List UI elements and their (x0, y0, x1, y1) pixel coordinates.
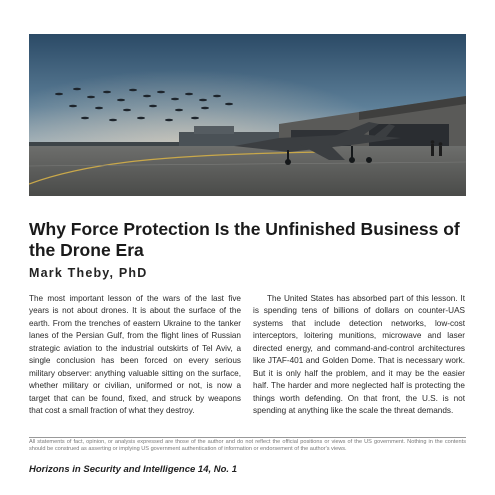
body-column-right: The United States has absorbed part of this lesson. It is spending tens of billions of dollars on counter-UAS systems that include detection networks, low-cost interceptors, loitering munitions, microwave and laser directed energy, and command-and-control architectures like JTAF-401 and Golden Dome. That is necessary work. But it is only half the problem, and it may be the easier half. The harder and more neglected half is protecting the things worth defending. On that front, the U.S. is not spending at anything like the scale the threat demands. (253, 294, 465, 416)
hero-illustration (29, 34, 466, 196)
journal-citation: Horizons in Security and Intelligence 14, No. 1 (29, 464, 237, 475)
article-title: Why Force Protection Is the Unfinished Business of the Drone Era (29, 219, 460, 260)
body-column-left: The most important lesson of the wars of the last five years is not about drones. It is about the surface of the earth. From the trenches of eastern Ukraine to the tanker lanes of the Persian Gulf, from the flight lines of Russian strategic aviation to the industrial outskirts of Tel Aviv, a single conclusion has been forced on every serious military observer: anything valuable sitting on the surface, whether military or civilian, uniformed or not, is now a target that can be found, fixed, and struck by weapons that cost a small fraction of what they destroy. (29, 294, 241, 416)
hero-image (29, 34, 466, 196)
author-byline: Mark Theby, PhD (29, 266, 148, 280)
disclaimer-text: All statements of fact, opinion, or analysis expressed are those of the author and do not reflect the official positions or views of the US government. Nothing in the contents should be construed as asserting or implying US government authentication of information or endorsement of the author's views. (29, 439, 466, 452)
footer-divider (29, 437, 466, 438)
